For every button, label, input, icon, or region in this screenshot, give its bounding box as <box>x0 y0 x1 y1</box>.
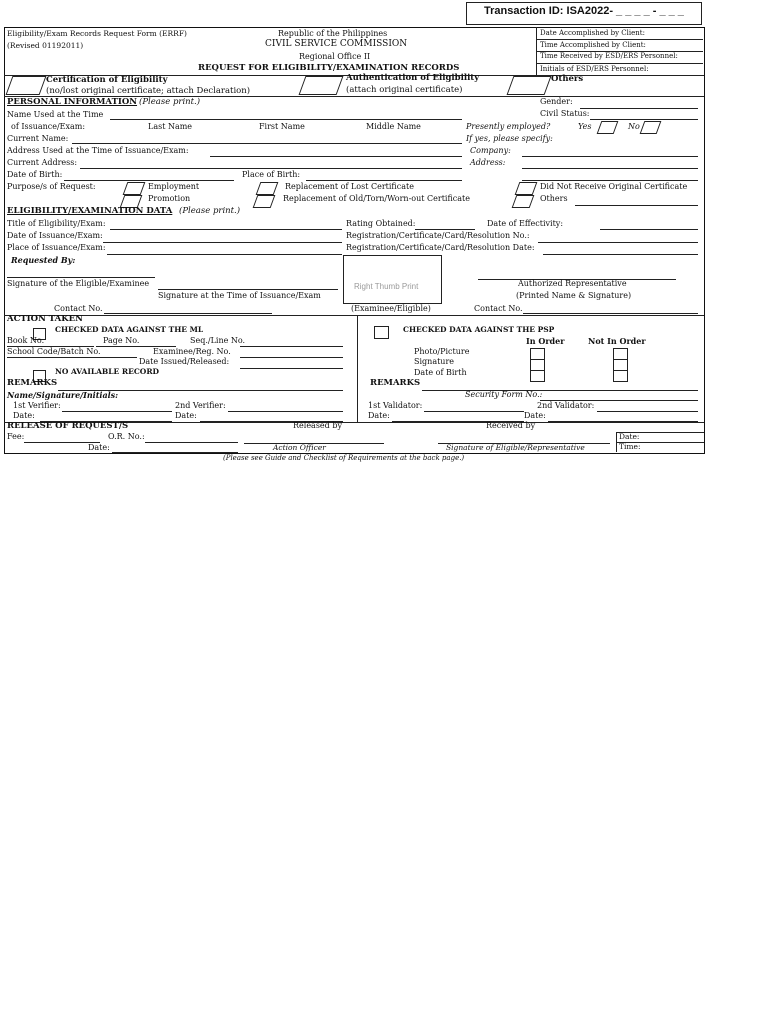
footer-note: (Please see Guide and Checklist of Requirements at the back page.) <box>223 454 465 462</box>
seq-line[interactable] <box>240 346 343 347</box>
sig-time-label: Signature at the Time of Issuance/Exam <box>158 291 321 300</box>
pob-label: Place of Birth: <box>242 170 301 179</box>
thumb-print-label: Right Thumb Print <box>354 282 419 291</box>
remarks2-label: REMARKS <box>370 378 421 388</box>
current-name-line[interactable] <box>72 143 462 144</box>
sig-eligible-line[interactable] <box>7 277 155 278</box>
current-address-line[interactable] <box>80 168 462 169</box>
validator2-date-label: Date: <box>524 411 546 420</box>
rating-label: Rating Obtained: <box>346 219 416 228</box>
address-used-line[interactable] <box>210 156 462 157</box>
security-form-label: Security Form No.: <box>465 390 543 399</box>
requested-by-label: Requested By: <box>11 255 76 265</box>
action-officer-label: Action Officer <box>273 443 326 452</box>
first-name-label: First Name <box>259 122 305 131</box>
company-address-label: Address: <box>470 158 506 167</box>
gender-line[interactable] <box>580 108 698 109</box>
book-label: Book No. <box>7 336 45 345</box>
date-issuance-line[interactable] <box>103 242 342 243</box>
dob-in-order-checkbox[interactable] <box>530 370 545 382</box>
verifier2-date-label: Date: <box>175 411 197 420</box>
date-issued-label: Date Issued/Released: <box>139 357 230 366</box>
sig-time-line[interactable] <box>158 289 338 290</box>
sig-eligible-label: Signature of the Eligible/Examinee <box>7 279 150 288</box>
authentication-label: Authentication of Eligibility <box>346 73 480 83</box>
school-label: School Code/Batch No. <box>7 347 101 356</box>
last-name-label: Last Name <box>148 122 193 131</box>
page-label: Page No. <box>103 336 140 345</box>
effectivity-line[interactable] <box>600 229 698 230</box>
school-line[interactable] <box>7 357 137 358</box>
employed-label: Presently employed? <box>466 122 551 131</box>
released-by-label: Released by <box>293 421 342 430</box>
reg-no-label: Registration/Certificate/Card/Resolution No.: <box>346 231 530 240</box>
middle-name-label: Middle Name <box>366 122 421 131</box>
current-name-label: Current Name: <box>7 134 69 143</box>
certification-note: (no/lost original certificate; attach Declaration) <box>46 86 251 96</box>
personal-please-print: (Please print.) <box>139 97 201 107</box>
others-purpose-line[interactable] <box>575 205 698 206</box>
psp-dob-label: Date of Birth <box>414 368 467 377</box>
action-heading: ACTION TAKEN <box>7 314 83 324</box>
personal-info-heading: PERSONAL INFORMATION <box>7 97 138 107</box>
employed-yes-label: Yes <box>578 122 592 131</box>
remarks-label: REMARKS <box>7 378 58 388</box>
page-title: REQUEST FOR ELIGIBILITY/EXAMINATION RECORDS <box>198 63 460 73</box>
date-issued-line[interactable] <box>240 368 343 369</box>
time-accomplished-label: Time Accomplished by Client: <box>540 41 646 49</box>
employed-no-label: No <box>628 122 640 131</box>
validator2-label: 2nd Validator: <box>537 401 595 410</box>
civil-status-line[interactable] <box>590 119 698 120</box>
office-name: Regional Office II <box>299 52 371 61</box>
remarks2-line[interactable] <box>422 390 698 391</box>
validator1-date-label: Date: <box>368 411 390 420</box>
dob-line[interactable] <box>64 180 234 181</box>
validator2-line[interactable] <box>597 411 698 412</box>
place-issuance-label: Place of Issuance/Exam: <box>7 243 106 252</box>
company-address-line[interactable] <box>522 168 698 169</box>
in-order-label: In Order <box>526 336 565 346</box>
name-used-line[interactable] <box>110 119 462 120</box>
dob-label: Date of Birth: <box>7 170 63 179</box>
release-date-line[interactable] <box>112 452 238 453</box>
current-address-label: Current Address: <box>7 158 78 167</box>
certification-label: Certification of Eligibility <box>46 75 168 85</box>
republic-label: Republic of the Philippines <box>278 29 388 38</box>
if-yes-label: If yes, please specify: <box>466 134 553 143</box>
authentication-note: (attach original certificate) <box>346 85 463 95</box>
effectivity-label: Date of Effectivity: <box>487 219 564 228</box>
not-receive-label: Did Not Receive Original Certificate <box>540 182 688 191</box>
employment-label: Employment <box>148 182 200 191</box>
validator1-label: 1st Validator: <box>368 401 423 410</box>
contact2-line[interactable] <box>523 313 698 314</box>
company-label: Company: <box>470 146 511 155</box>
date-accomplished-label: Date Accomplished by Client: <box>540 29 645 37</box>
verifier2-line[interactable] <box>228 411 343 412</box>
not-in-order-label: Not In Order <box>588 336 646 346</box>
exam-reg-label: Examinee/Reg. No. <box>153 347 231 356</box>
replacement-lost-label: Replacement of Lost Certificate <box>285 182 414 191</box>
others-request-checkbox[interactable] <box>507 76 552 95</box>
nsi-label: Name/Signature/Initials: <box>7 390 119 400</box>
purpose-label: Purpose/s of Request: <box>7 182 96 191</box>
or-no-line[interactable] <box>145 442 238 443</box>
reg-no-line[interactable] <box>538 242 698 243</box>
address-used-label: Address Used at the Time of Issuance/Exam: <box>7 146 189 155</box>
psp-checkbox[interactable] <box>374 326 389 339</box>
time-received-label: Time Received by ESD/ERS Personnel: <box>540 52 678 60</box>
others-request-label: Others <box>551 74 584 84</box>
form-revised: (Revised 01192011) <box>7 41 84 50</box>
received-date-label: Date: <box>619 432 640 441</box>
place-issuance-line[interactable] <box>107 254 342 255</box>
certification-checkbox[interactable] <box>6 76 47 95</box>
eligibility-heading: ELIGIBILITY/EXAMINATION DATA <box>7 206 173 216</box>
eligibility-title-label: Title of Eligibility/Exam: <box>7 219 106 228</box>
validator1-line[interactable] <box>424 411 524 412</box>
received-time-label: Time: <box>619 442 641 451</box>
date-issuance-label: Date of Issuance/Exam: <box>7 231 103 240</box>
examinee-label: (Examinee/Eligible) <box>351 304 431 313</box>
verifier1-date-label: Date: <box>13 411 35 420</box>
contact-line[interactable] <box>104 313 272 314</box>
thumb-print-box[interactable] <box>343 255 442 304</box>
verifier1-label: 1st Verifier: <box>13 401 61 410</box>
promotion-label: Promotion <box>148 194 191 203</box>
initials-label: Initials of ESD/ERS Personnel: <box>540 65 649 73</box>
transaction-id-box <box>466 2 702 25</box>
verifier2-label: 2nd Verifier: <box>175 401 226 410</box>
gender-label: Gender: <box>540 97 573 106</box>
of-issuance-label: of Issuance/Exam: <box>11 122 86 131</box>
verifier1-line[interactable] <box>62 411 172 412</box>
received-by-label: Received by <box>486 421 536 430</box>
rating-line[interactable] <box>415 229 475 230</box>
contact2-label: Contact No. <box>474 304 523 313</box>
company-line[interactable] <box>522 156 698 157</box>
transaction-id-label: Transaction ID: ISA2022- _ _ _ _ - _ _ _ <box>484 5 684 17</box>
agency-name: CIVIL SERVICE COMMISSION <box>265 39 408 49</box>
form-name: Eligibility/Exam Records Request Form (ERRF) <box>7 29 187 38</box>
no-record-label: NO AVAILABLE RECORD <box>55 367 160 376</box>
seq-label: Seq./Line No. <box>190 336 246 345</box>
pob-line[interactable] <box>306 180 462 181</box>
reg-date-label: Registration/Certificate/Card/Resolution Date: <box>346 243 535 252</box>
reg-date-line[interactable] <box>543 254 698 255</box>
psp-label: CHECKED DATA AGAINST THE PSP <box>403 325 555 334</box>
eligibility-title-line[interactable] <box>110 229 342 230</box>
contact-label: Contact No. <box>54 304 103 313</box>
sig-rep-label: Signature of Eligible/Representative <box>446 443 585 452</box>
photo-label: Photo/Picture <box>414 347 470 356</box>
signature-label: Signature <box>414 357 455 366</box>
or-no-label: O.R. No.: <box>108 432 145 441</box>
civil-status-label: Civil Status: <box>540 109 590 118</box>
name-used-label: Name Used at the Time <box>7 110 104 119</box>
replacement-old-label: Replacement of Old/Torn/Worn-out Certificate <box>283 194 470 203</box>
fee-label: Fee: <box>7 432 25 441</box>
auth-rep-label: Authorized Representative <box>518 279 627 288</box>
others-purpose-label: Others <box>540 194 568 203</box>
release-date-label: Date: <box>88 443 110 452</box>
ml-label: CHECKED DATA AGAINST THE ML <box>55 325 204 334</box>
release-heading: RELEASE OF REQUEST/S <box>7 421 129 431</box>
dob-not-in-order-checkbox[interactable] <box>613 370 628 382</box>
exam-reg-line[interactable] <box>240 357 343 358</box>
printed-name-label: (Printed Name & Signature) <box>516 291 632 300</box>
authentication-checkbox[interactable] <box>299 76 344 95</box>
eligibility-please-print: (Please print.) <box>179 206 241 216</box>
